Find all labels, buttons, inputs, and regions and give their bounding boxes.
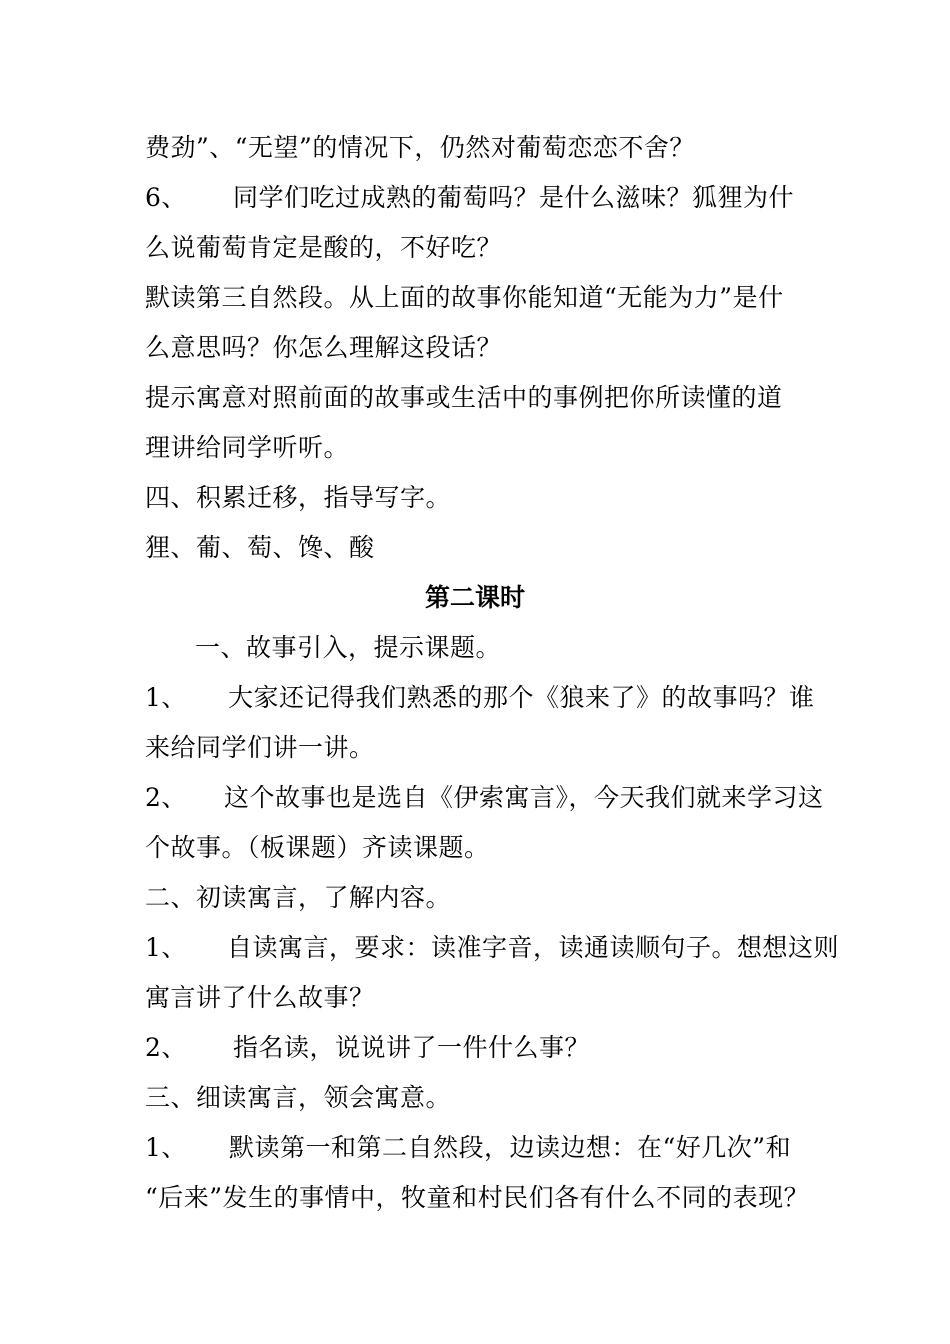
numbered-item [145, 1133, 791, 1163]
item-text: 这个故事也是选自《伊索寓言》，今天我们就来学习这 [224, 783, 824, 812]
text-line: 提示寓意对照前面的故事或生活中的事例把你所读懂的道 [145, 383, 783, 412]
text-line: 么意思吗？你怎么理解这段话？ [145, 333, 503, 362]
item-number: 1、 [145, 683, 187, 712]
item-number: 2、 [145, 783, 187, 812]
section-heading: 四、积累迁移，指导写字。 [145, 483, 452, 512]
numbered-item [145, 933, 839, 963]
text-line: 狸、葡、萄、馋、酸 [145, 533, 375, 562]
section-heading: 二、初读寓言，了解内容。 [145, 883, 452, 912]
numbered-item [145, 1033, 590, 1063]
item-number: 2、 [145, 1033, 187, 1062]
item-number: 6、 [145, 183, 187, 212]
text-line: 来给同学们讲一讲。 [145, 733, 375, 762]
numbered-item [145, 683, 815, 713]
item-text: 大家还记得我们熟悉的那个《狼来了》的故事吗？谁 [228, 683, 815, 712]
numbered-item [145, 783, 824, 813]
item-text: 自读寓言，要求：读准字音，读通读顺句子。想想这则 [227, 933, 840, 962]
text-line: 理讲给同学听听。 [145, 433, 350, 462]
text-line: 个故事。（板课题）齐读课题。 [145, 833, 490, 862]
section-heading: 一、故事引入，提示课题。 [195, 633, 502, 662]
numbered-item [145, 183, 794, 213]
item-text: 同学们吃过成熟的葡萄吗？是什么滋味？狐狸为什 [233, 183, 795, 212]
text-line: 费劲”、“无望”的情况下，仍然对葡萄恋恋不舍？ [145, 133, 695, 162]
item-text: 指名读，说说讲了一件什么事？ [233, 1033, 591, 1062]
text-line: 寓言讲了什么故事？ [145, 983, 375, 1012]
item-number: 1、 [145, 1133, 187, 1162]
section-heading: 三、细读寓言，领会寓意。 [145, 1083, 452, 1112]
text-line: 默读第三自然段。从上面的故事你能知道“无能为力”是什 [145, 283, 784, 312]
text-line: 么说葡萄肯定是酸的，不好吃？ [145, 233, 503, 262]
item-text: 默读第一和第二自然段，边读边想：在“好几次”和 [229, 1133, 792, 1162]
text-line: “后来”发生的事情中，牧童和村民们各有什么不同的表现？ [145, 1183, 810, 1212]
lesson-title: 第二课时 [424, 583, 525, 612]
item-number: 1、 [145, 933, 187, 962]
